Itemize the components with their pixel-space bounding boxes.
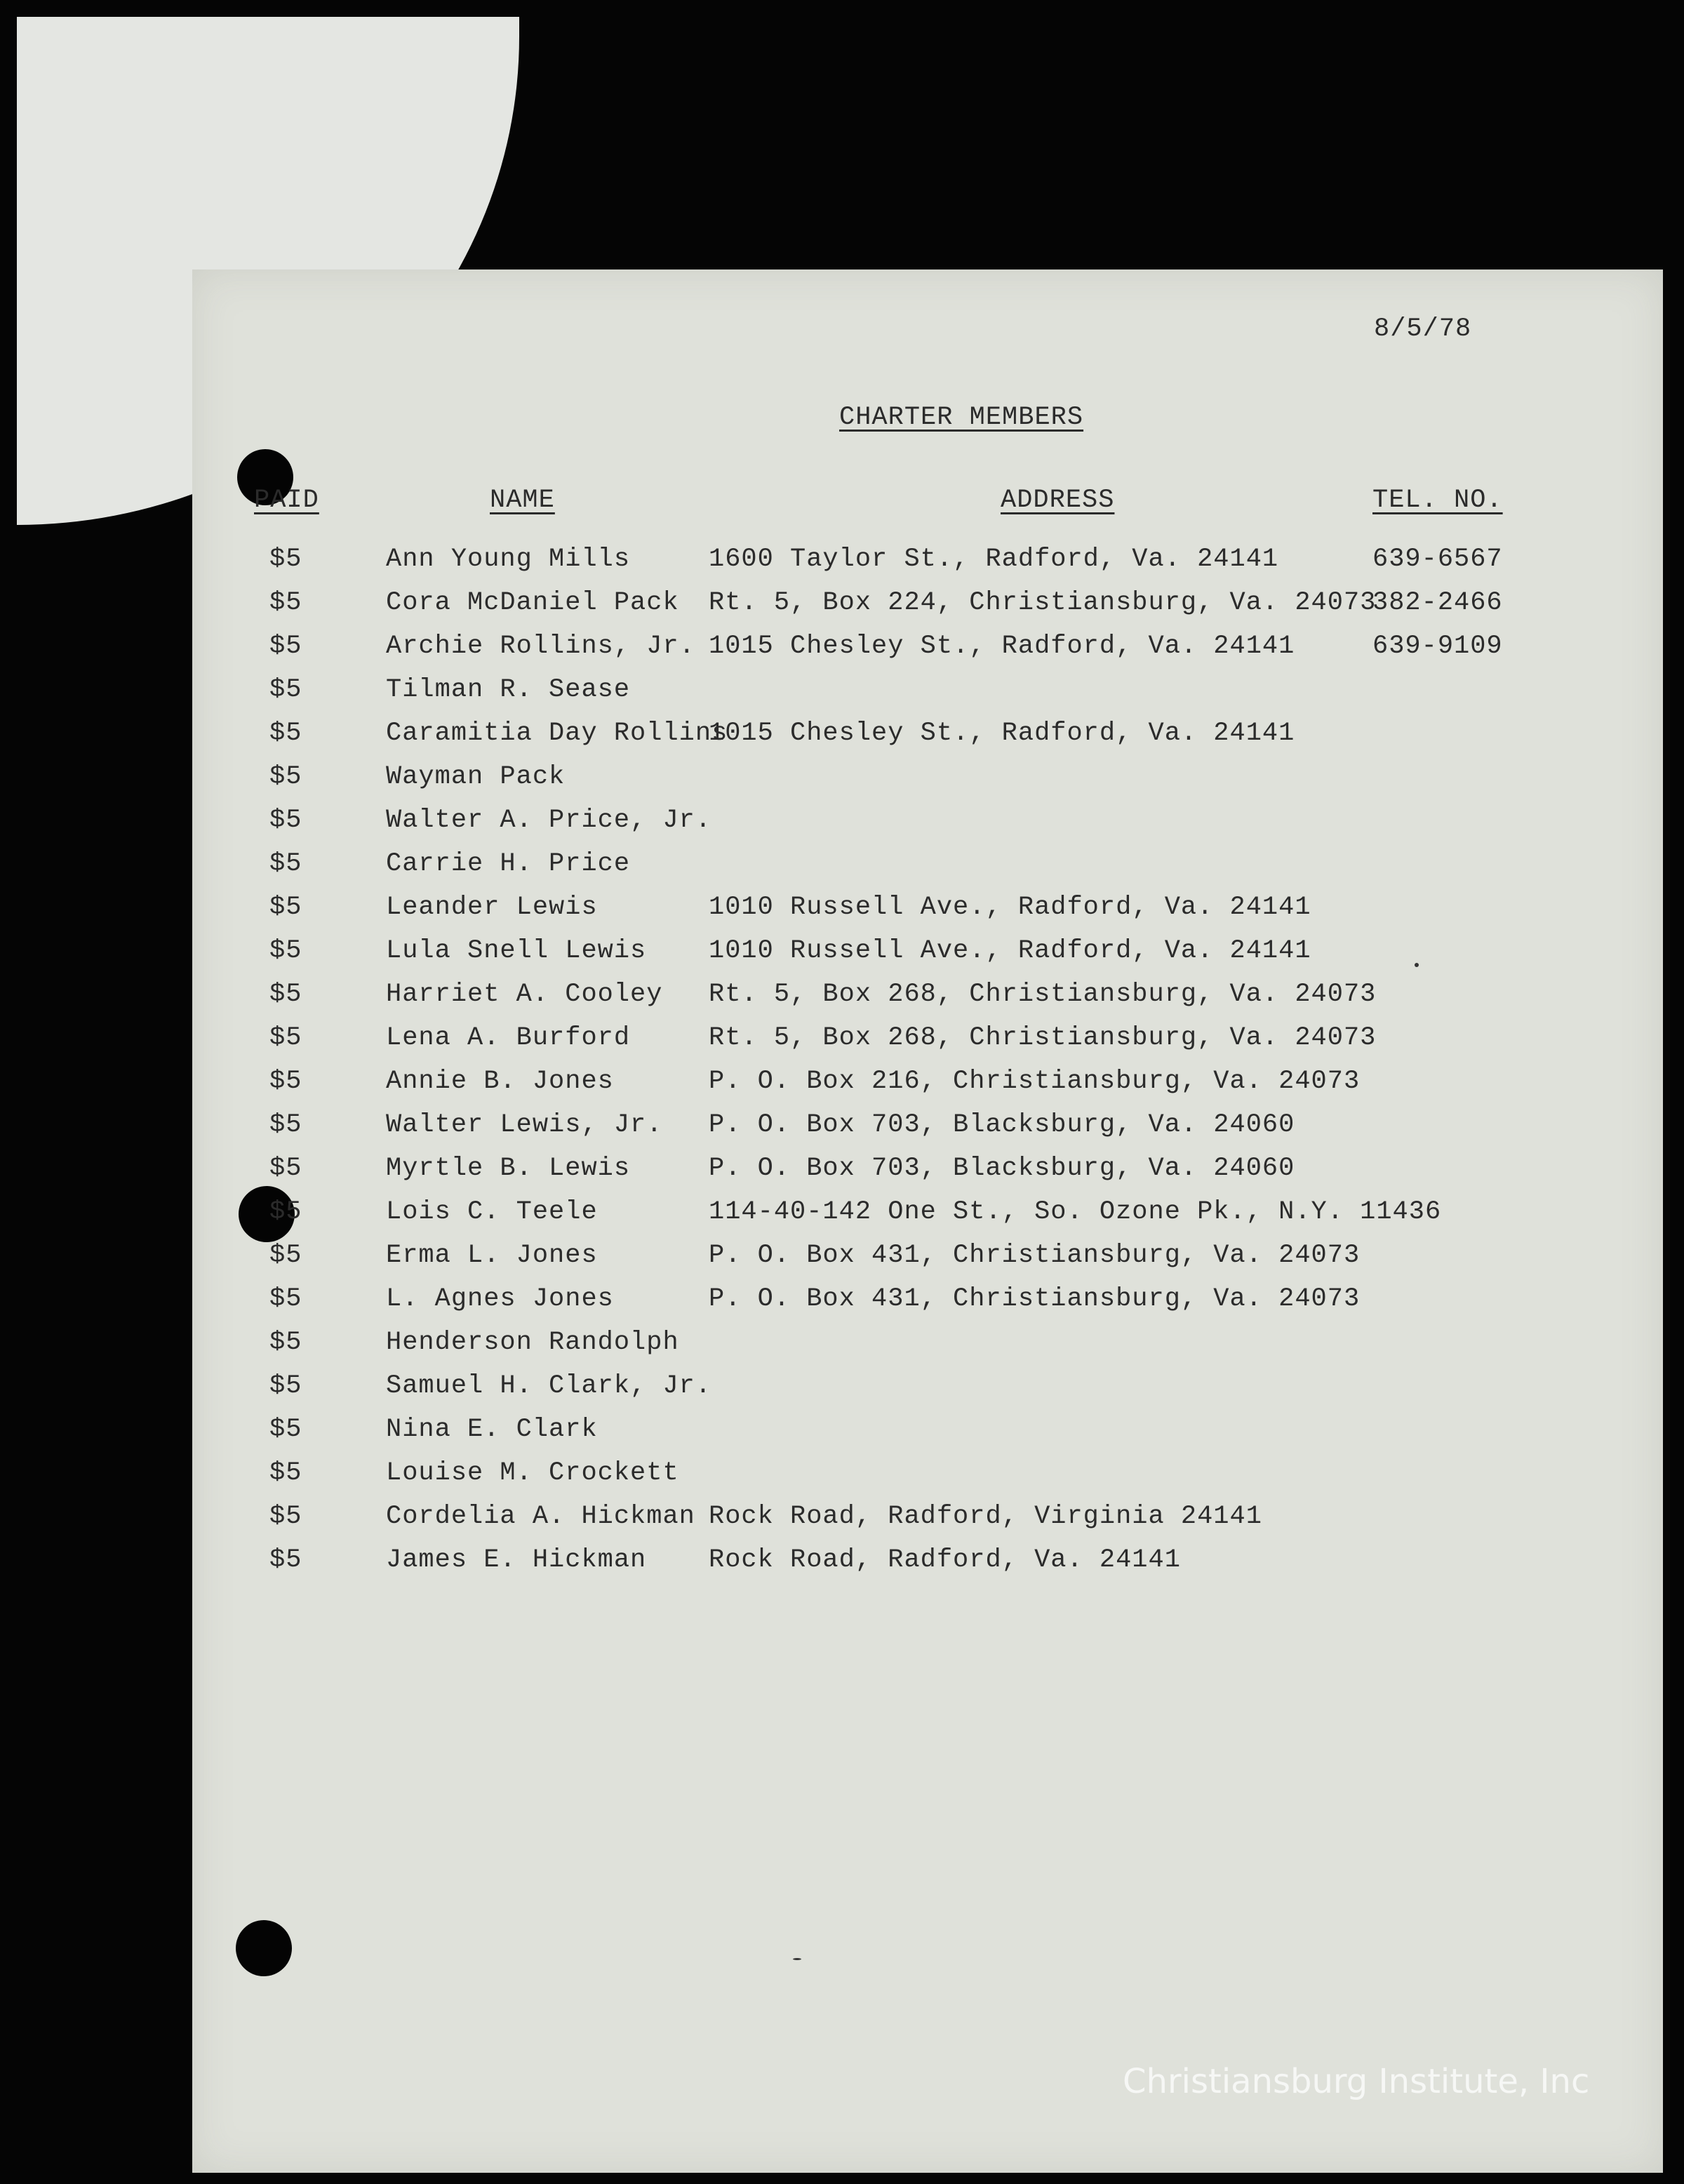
member-paid: $5 (269, 1067, 302, 1096)
member-name: Louise M. Crockett (386, 1458, 679, 1488)
member-row (0, 806, 1684, 849)
member-name: Walter A. Price, Jr. (386, 806, 712, 835)
member-paid: $5 (269, 1197, 302, 1227)
member-row (0, 719, 1684, 762)
member-address: Rock Road, Radford, Virginia 24141 (709, 1502, 1262, 1531)
member-address: Rt. 5, Box 268, Christiansburg, Va. 24073 (709, 1023, 1377, 1053)
member-name: Carrie H. Price (386, 849, 631, 879)
member-row (0, 1328, 1684, 1371)
column-header-tel: TEL. NO. (1372, 486, 1503, 515)
member-address: Rt. 5, Box 268, Christiansburg, Va. 24073 (709, 980, 1377, 1009)
member-paid: $5 (269, 1502, 302, 1531)
punch-hole (236, 1920, 292, 1976)
member-row (0, 675, 1684, 719)
member-row (0, 1197, 1684, 1241)
member-paid: $5 (269, 1154, 302, 1183)
member-paid: $5 (269, 1328, 302, 1357)
member-row (0, 1241, 1684, 1284)
member-name: Cordelia A. Hickman (386, 1502, 695, 1531)
member-row (0, 1154, 1684, 1197)
member-paid: $5 (269, 1110, 302, 1140)
member-address: P. O. Box 216, Christiansburg, Va. 24073 (709, 1067, 1361, 1096)
member-name: Walter Lewis, Jr. (386, 1110, 663, 1140)
member-paid: $5 (269, 980, 302, 1009)
member-row (0, 1545, 1684, 1589)
member-row (0, 849, 1684, 893)
member-address: Rock Road, Radford, Va. 24141 (709, 1545, 1181, 1575)
member-paid: $5 (269, 545, 302, 574)
member-name: Wayman Pack (386, 762, 566, 792)
member-paid: $5 (269, 1415, 302, 1444)
member-row (0, 1502, 1684, 1545)
member-name: Tilman R. Sease (386, 675, 631, 705)
member-name: Archie Rollins, Jr. (386, 632, 695, 661)
member-row (0, 1371, 1684, 1415)
column-header-paid: PAID (254, 486, 319, 515)
member-paid: $5 (269, 1023, 302, 1053)
member-name: Lula Snell Lewis (386, 936, 647, 966)
member-name: James E. Hickman (386, 1545, 647, 1575)
column-header-address: ADDRESS (1001, 486, 1115, 515)
member-name: Lois C. Teele (386, 1197, 598, 1227)
member-paid: $5 (269, 1284, 302, 1314)
member-row (0, 936, 1684, 980)
member-list (0, 545, 1684, 1589)
member-row (0, 762, 1684, 806)
member-name: Harriet A. Cooley (386, 980, 663, 1009)
member-address: 1010 Russell Ave., Radford, Va. 24141 (709, 893, 1311, 922)
member-address: 1600 Taylor St., Radford, Va. 24141 (709, 545, 1279, 574)
member-row (0, 1284, 1684, 1328)
member-paid: $5 (269, 675, 302, 705)
member-paid: $5 (269, 806, 302, 835)
paper-speck (793, 1958, 801, 1960)
member-paid: $5 (269, 762, 302, 792)
member-name: Annie B. Jones (386, 1067, 614, 1096)
member-row (0, 545, 1684, 588)
member-address: 1015 Chesley St., Radford, Va. 24141 (709, 719, 1295, 748)
member-paid: $5 (269, 893, 302, 922)
member-paid: $5 (269, 936, 302, 966)
member-name: Nina E. Clark (386, 1415, 598, 1444)
member-address: P. O. Box 431, Christiansburg, Va. 24073 (709, 1284, 1361, 1314)
watermark: Christiansburg Institute, Inc (1123, 2062, 1590, 2101)
member-address: P. O. Box 703, Blacksburg, Va. 24060 (709, 1154, 1295, 1183)
member-name: Leander Lewis (386, 893, 598, 922)
member-row (0, 1458, 1684, 1502)
member-address: P. O. Box 431, Christiansburg, Va. 24073 (709, 1241, 1361, 1270)
member-address: Rt. 5, Box 224, Christiansburg, Va. 24073 (709, 588, 1377, 618)
member-name: Erma L. Jones (386, 1241, 598, 1270)
member-paid: $5 (269, 588, 302, 618)
member-tel: 639-9109 (1372, 632, 1503, 661)
member-row (0, 1110, 1684, 1154)
column-header-name: NAME (490, 486, 555, 515)
document-date: 8/5/78 (1374, 314, 1472, 344)
member-row (0, 1415, 1684, 1458)
member-tel: 382-2466 (1372, 588, 1503, 618)
member-paid: $5 (269, 1458, 302, 1488)
member-name: Myrtle B. Lewis (386, 1154, 631, 1183)
member-row (0, 980, 1684, 1023)
member-address: 1010 Russell Ave., Radford, Va. 24141 (709, 936, 1311, 966)
member-row (0, 1023, 1684, 1067)
member-paid: $5 (269, 632, 302, 661)
member-address: 1015 Chesley St., Radford, Va. 24141 (709, 632, 1295, 661)
member-name: Caramitia Day Rollins (386, 719, 728, 748)
member-name: Ann Young Mills (386, 545, 631, 574)
member-name: Cora McDaniel Pack (386, 588, 679, 618)
member-address: P. O. Box 703, Blacksburg, Va. 24060 (709, 1110, 1295, 1140)
member-paid: $5 (269, 1545, 302, 1575)
member-row (0, 1067, 1684, 1110)
member-tel: 639-6567 (1372, 545, 1503, 574)
member-paid: $5 (269, 719, 302, 748)
member-paid: $5 (269, 1241, 302, 1270)
member-address: 114-40-142 One St., So. Ozone Pk., N.Y. 11436 (709, 1197, 1442, 1227)
member-paid: $5 (269, 1371, 302, 1401)
member-row (0, 632, 1684, 675)
page-title: CHARTER MEMBERS (839, 403, 1084, 432)
member-row (0, 588, 1684, 632)
member-name: Samuel H. Clark, Jr. (386, 1371, 712, 1401)
member-paid: $5 (269, 849, 302, 879)
member-name: Henderson Randolph (386, 1328, 679, 1357)
member-name: L. Agnes Jones (386, 1284, 614, 1314)
member-name: Lena A. Burford (386, 1023, 631, 1053)
member-row (0, 893, 1684, 936)
